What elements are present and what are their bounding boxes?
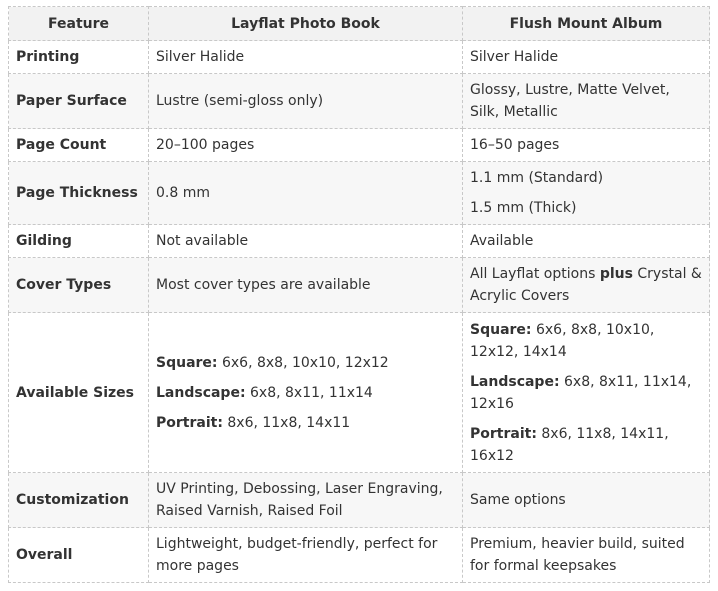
table-row xyxy=(9,313,710,473)
thickness-thick: 1.5 mm (Thick) xyxy=(470,200,577,216)
feature-cell: Paper Surface xyxy=(9,74,149,129)
layflat-cell: Lustre (semi-gloss only) xyxy=(149,74,463,129)
feature-cell: Cover Types xyxy=(9,258,149,313)
feature-cell: Gilding xyxy=(9,225,149,258)
table-row xyxy=(9,473,710,528)
size-landscape xyxy=(156,382,455,404)
flush-cell: Premium, heavier build, suited for formal keepsakes xyxy=(463,528,710,583)
size-value: 6x8, 8x11, 11x14 xyxy=(245,384,373,401)
size-value: 6x6, 8x8, 10x10, 12x12 xyxy=(217,354,389,371)
size-value: 6x6, 8x8, 10x10, 12x12, 14x14 xyxy=(470,321,655,360)
layflat-cell: Not available xyxy=(149,225,463,258)
size-value: 8x6, 11x8, 14x11, 16x12 xyxy=(470,425,669,464)
feature-cell: Customization xyxy=(9,473,149,528)
size-label: Portrait: xyxy=(470,425,537,442)
layflat-cell xyxy=(149,313,463,473)
flush-cell: 16–50 pages xyxy=(463,129,710,162)
table-row xyxy=(9,129,710,162)
feature-cell: Available Sizes xyxy=(9,313,149,473)
flush-cell: Same options xyxy=(463,473,710,528)
size-value: 6x8, 8x11, 11x14, 12x16 xyxy=(470,373,692,412)
layflat-cell: UV Printing, Debossing, Laser Engraving, Raised Varnish, Raised Foil xyxy=(149,473,463,528)
header-flush: Flush Mount Album xyxy=(463,7,710,41)
flush-cell: Available xyxy=(463,225,710,258)
table-row xyxy=(9,162,710,225)
flush-cell xyxy=(463,258,710,313)
header-feature: Feature xyxy=(9,7,149,41)
cover-text-a: All Layflat options xyxy=(470,266,600,282)
table-row xyxy=(9,74,710,129)
table-row xyxy=(9,41,710,74)
table-row xyxy=(9,225,710,258)
size-label: Portrait: xyxy=(156,414,223,431)
header-row xyxy=(9,7,710,41)
comparison-table xyxy=(8,6,710,583)
table-header xyxy=(9,7,710,41)
size-portrait xyxy=(156,412,455,434)
feature-cell: Overall xyxy=(9,528,149,583)
size-label: Landscape: xyxy=(470,373,560,390)
size-square xyxy=(470,319,702,363)
size-landscape xyxy=(470,371,702,415)
layflat-cell: Lightweight, budget-friendly, perfect for more pages xyxy=(149,528,463,583)
feature-cell: Page Count xyxy=(9,129,149,162)
thickness-standard: 1.1 mm (Standard) xyxy=(470,170,604,186)
feature-cell: Page Thickness xyxy=(9,162,149,225)
flush-cell xyxy=(463,162,710,225)
size-label: Landscape: xyxy=(156,384,246,401)
layflat-cell: Silver Halide xyxy=(149,41,463,74)
header-layflat: Layflat Photo Book xyxy=(149,7,463,41)
cover-text-b: Crystal & Acrylic Covers xyxy=(470,266,702,304)
flush-cell: Glossy, Lustre, Matte Velvet, Silk, Metallic xyxy=(463,74,710,129)
feature-cell: Printing xyxy=(9,41,149,74)
size-value: 8x6, 11x8, 14x11 xyxy=(222,414,351,431)
size-label: Square: xyxy=(470,321,532,338)
cover-plus-emphasis: plus xyxy=(599,266,633,282)
table-row xyxy=(9,258,710,313)
table-row xyxy=(9,528,710,583)
flush-cell xyxy=(463,313,710,473)
layflat-cell: 20–100 pages xyxy=(149,129,463,162)
flush-cell: Silver Halide xyxy=(463,41,710,74)
table-body xyxy=(9,41,710,583)
size-square xyxy=(156,352,455,374)
size-label: Square: xyxy=(156,354,218,371)
layflat-cell: 0.8 mm xyxy=(149,162,463,225)
size-portrait xyxy=(470,423,702,467)
layflat-cell: Most cover types are available xyxy=(149,258,463,313)
